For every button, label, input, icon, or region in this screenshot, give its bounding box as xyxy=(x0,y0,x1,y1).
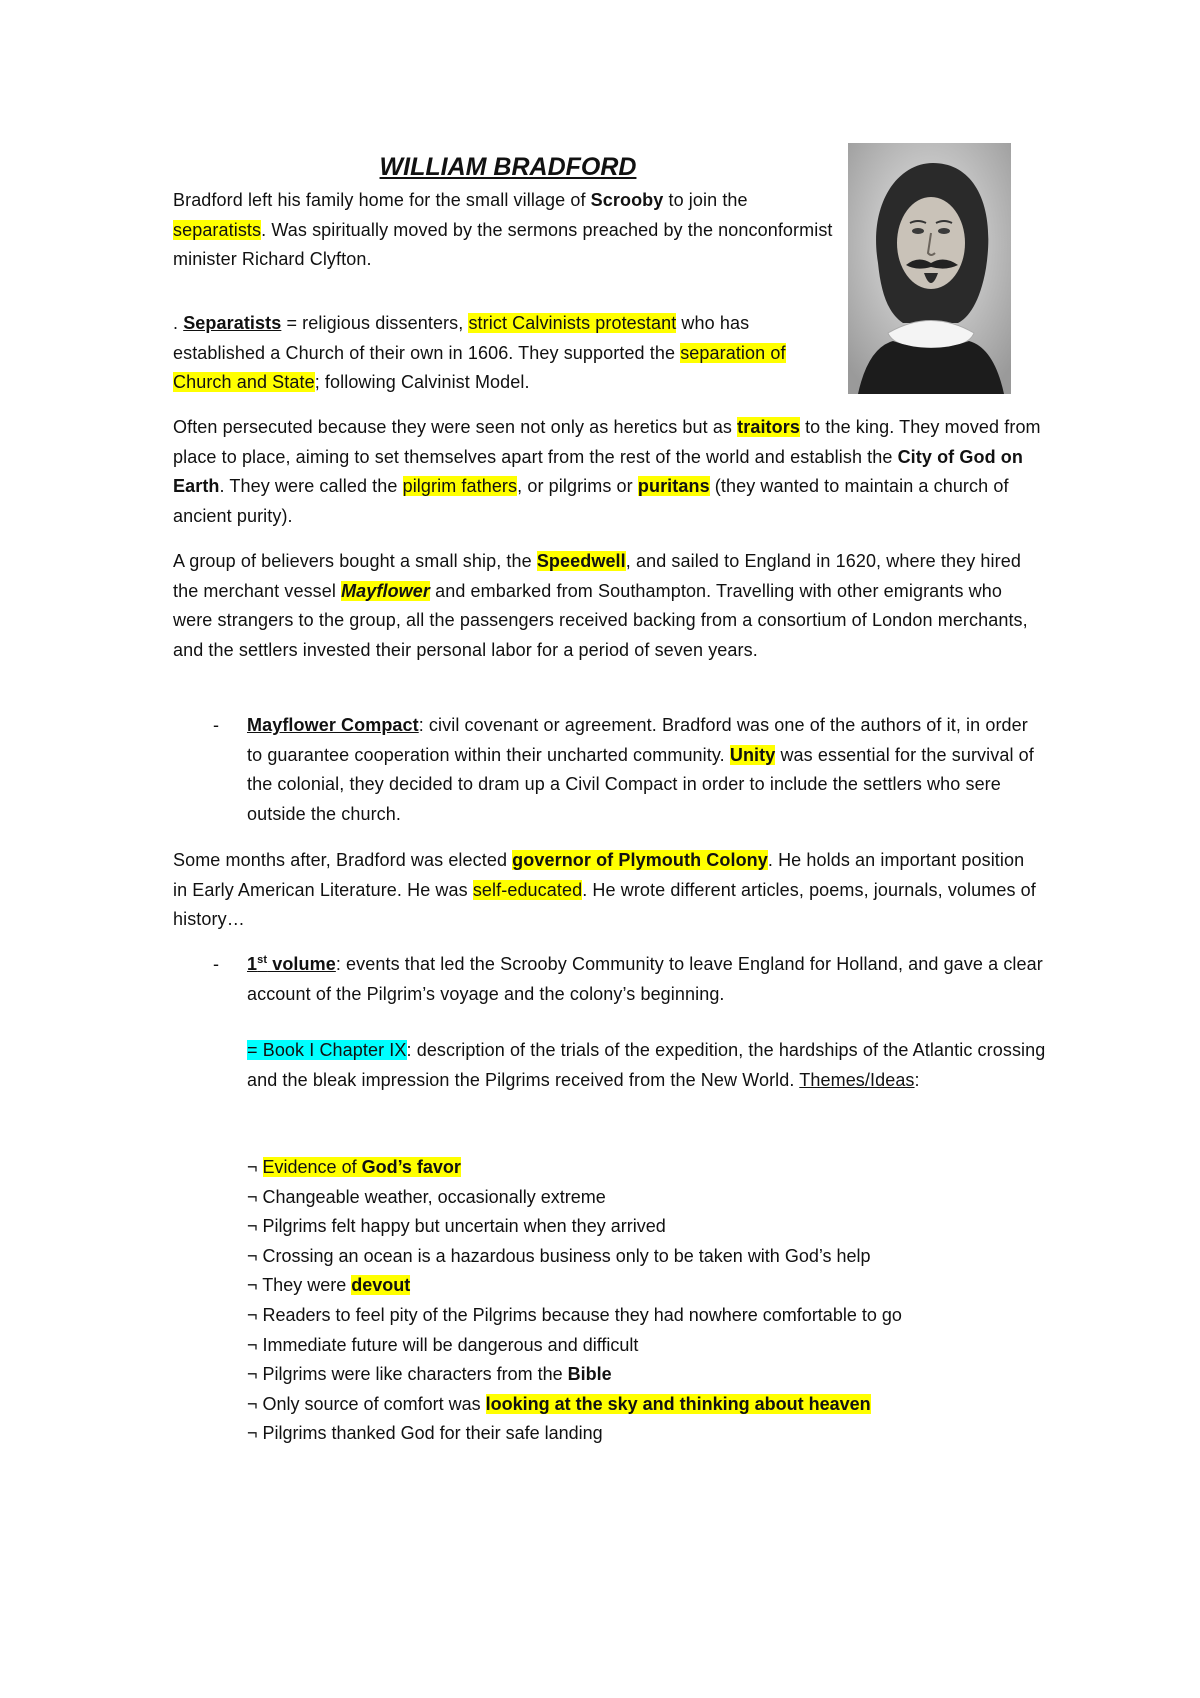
list-item: ¬ Pilgrims felt happy but uncertain when they arrived xyxy=(247,1216,666,1237)
highlight-chapter-ix: = Book I Chapter IX xyxy=(247,1040,407,1060)
paragraph-chapter-ix: = Book I Chapter IX: description of the trials of the expedition, the hardships of the Atlantic crossing and the bleak impression the Pilgrims received from the New World. Themes/Ideas: xyxy=(247,1040,1046,1090)
highlight-traitors: traitors xyxy=(737,417,800,437)
paragraph-governor: Some months after, Bradford was elected governor of Plymouth Colony. He holds an important position in Early American Literature. He was self-educated. He wrote different articles, poems, journals, volumes of history… xyxy=(173,850,1036,929)
highlight-calvinists: strict Calvinists protestant xyxy=(468,313,677,333)
highlight-pilgrim-fathers: pilgrim fathers xyxy=(402,476,518,496)
paragraph-separatists: . Separatists = religious dissenters, strict Calvinists protestant who has established a Church of their own in 1606. They supported the separation of Church and State; following Calvinist Model. xyxy=(173,313,786,392)
paragraph-compact: Mayflower Compact: civil covenant or agreement. Bradford was one of the authors of it, in order to guarantee cooperation within their uncharted community. Unity was essential for the survival of the colonial, they decided to dram up a Civil Compact in order to include the settlers who sere outside the church. xyxy=(247,715,1034,824)
themes-list xyxy=(247,1153,902,1449)
highlight-separation: separation of Church and State xyxy=(173,342,786,392)
document-title: WILLIAM BRADFORD xyxy=(379,153,637,181)
highlight-separatists: separatists xyxy=(173,219,262,240)
list-item: ¬ Immediate future will be dangerous and difficult xyxy=(247,1334,639,1355)
highlight-devout: devout xyxy=(351,1275,411,1296)
dash-bullet: - xyxy=(213,954,219,974)
highlight-unity: Unity xyxy=(729,744,776,765)
list-item: ¬ Pilgrims thanked God for their safe landing xyxy=(247,1423,603,1444)
portrait-image xyxy=(848,143,1011,394)
dash-bullet: - xyxy=(213,715,219,735)
highlight-self-educated: self-educated xyxy=(472,879,583,900)
paragraph-persecuted: Often persecuted because they were seen not only as heretics but as traitors to the king. They moved from place to place, aiming to set themselves apart from the rest of the world and establish the City of God on Earth. They were called the pilgrim fathers, or pilgrims or puritans (they wanted to maintain a church of ancient purity). xyxy=(173,417,1041,526)
list-item: ¬ They were devout xyxy=(247,1275,411,1296)
paragraph-intro: Bradford left his family home for the small village of Scrooby to join the separatists. Was spiritually moved by the sermons preached by the nonconformist minister Richard Clyfton. xyxy=(173,190,833,269)
list-item: ¬ Crossing an ocean is a hazardous business only to be taken with God’s help xyxy=(247,1245,871,1266)
list-item: ¬ Evidence of God’s favor xyxy=(247,1157,461,1177)
list-item: ¬ Readers to feel pity of the Pilgrims because they had nowhere comfortable to go xyxy=(247,1304,902,1325)
list-item: ¬ Changeable weather, occasionally extreme xyxy=(247,1186,606,1207)
paragraph-voyage: A group of believers bought a small ship, the Speedwell, and sailed to England in 1620, where they hired the merchant vessel Mayflower and embarked from Southampton. Travelling with other emigrants who were strangers to the group, all the passengers received backing from a consortium of London merchants, and the settlers invested their personal labor for a period of seven years. xyxy=(173,551,1028,660)
highlight-mayflower: Mayflower xyxy=(341,580,431,601)
list-item: ¬ Only source of comfort was looking at the sky and thinking about heaven xyxy=(247,1393,871,1414)
paragraph-first-volume: 1st volume: events that led the Scrooby Community to leave England for Holland, and gave a clear account of the Pilgrim’s voyage and the colony’s beginning. xyxy=(247,954,1043,1004)
highlight-puritans: puritans xyxy=(637,476,710,496)
portrait-illustration xyxy=(848,143,1011,394)
highlight-governor: governor of Plymouth Colony xyxy=(512,850,768,870)
list-item: ¬ Pilgrims were like characters from the Bible xyxy=(247,1364,612,1385)
highlight-speedwell: Speedwell xyxy=(536,551,626,571)
highlight-heaven: looking at the sky and thinking about heaven xyxy=(485,1393,871,1414)
